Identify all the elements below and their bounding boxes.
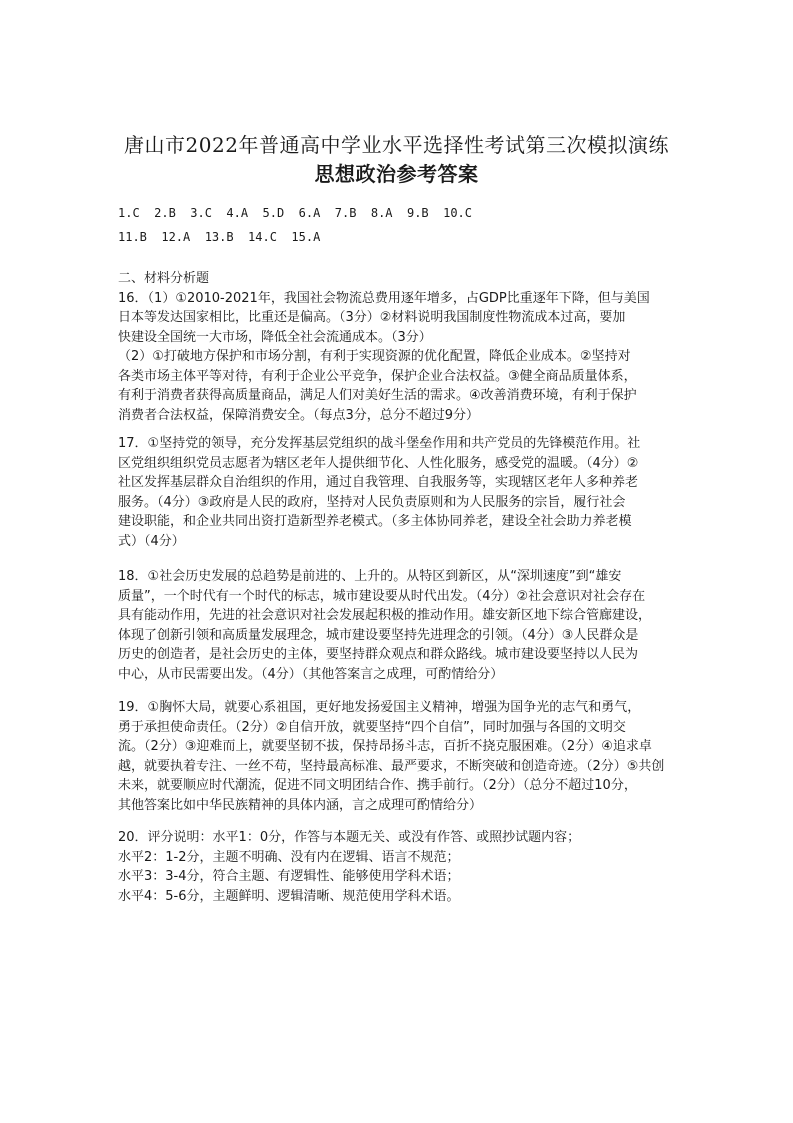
q19-line: 流。（2分）③迎难而上，就要坚韧不拔，保持昂扬斗志，百折不挠克服困难。（2分）④追求卓 <box>118 739 652 754</box>
q16-line: 快建设全国统一大市场，降低全社会流通成本。（3分） <box>118 329 432 345</box>
q17-line: 式）（4分） <box>118 533 185 549</box>
document-subtitle: 思想政治参考答案 <box>314 162 479 186</box>
question-17-answer <box>118 434 684 551</box>
q18-line: 历史的创造者，是社会历史的主体，要坚持群众观点和群众路线。城市建设要坚持以人民为 <box>118 647 639 662</box>
question-18-answer <box>118 567 684 684</box>
q16-line: 日本等发达国家相比，比重还是偏高。（3分）②材料说明我国制度性物流成本过高，要加 <box>118 310 626 325</box>
q19-line: 勇于承担使命责任。（2分）②自信开放，就要坚持“四个自信”，同时加强与各国的文明交 <box>118 719 626 735</box>
q17-line: 区党组织组织党员志愿者为辖区老年人提供细节化、人性化服务，感受党的温暖。（4分）② <box>118 455 639 471</box>
question-20-scoring <box>118 828 684 906</box>
q16-line: 消费者合法权益，保障消费安全。（每点3分，总分不超过9分） <box>118 407 480 423</box>
section-material-analysis <box>118 269 684 425</box>
choice-answers-row-2: 11.B 12.A 13.B 14.C 15.A <box>118 230 321 244</box>
q18-line: 18．①社会历史发展的总趋势是前进的、上升的。从特区到新区，从“深圳速度”到“雄安 <box>118 569 622 584</box>
q16-line: 16．（1）①2010-2021年，我国社会物流总费用逐年增多，占GDP比重逐年下降，但与美国 <box>118 290 650 306</box>
q19-line: 其他答案比如中华民族精神的具体内涵，言之成理可酌情给分） <box>118 797 483 813</box>
q18-line: 质量”，一个时代有一个时代的标志，城市建设要从时代出发。（4分）②社会意识对社会存在 <box>118 588 646 604</box>
document-title: 唐山市2022年普通高中学业水平选择性考试第三次模拟演练 <box>124 133 669 157</box>
choice-answers-row-1: 1.C 2.B 3.C 4.A 5.D 6.A 7.B 8.A 9.B 10.C <box>118 206 473 220</box>
question-19-answer <box>118 698 684 815</box>
section-heading: 二、材料分析题 <box>118 271 210 286</box>
q19-line: 19．①胸怀大局，就要心系祖国，更好地发扬爱国主义精神，增强为国争光的志气和勇气， <box>118 700 641 715</box>
q20-line: 水平2：1-2分，主题不明确、没有内在逻辑、语言不规范； <box>118 849 460 865</box>
q16-line: （2）①打破地方保护和市场分割，有利于实现资源的优化配置，降低企业成本。②坚持对 <box>118 349 631 364</box>
q20-line: 水平4：5-6分，主题鲜明、逻辑清晰、规范使用学科术语。 <box>118 888 460 904</box>
q18-line: 体现了创新引领和高质量发展理念，城市建设要坚持先进理念的引领。（4分）③人民群众是 <box>118 627 639 643</box>
q18-line: 具有能动作用，先进的社会意识对社会发展起积极的推动作用。雄安新区地下综合管廊建设， <box>118 608 652 623</box>
q20-line: 水平3：3-4分，符合主题、有逻辑性、能够使用学科术语； <box>118 869 460 884</box>
q20-line: 20．评分说明：水平1：0分，作答与本题无关、或没有作答、或照抄试题内容； <box>118 830 581 845</box>
q17-line: 17．①坚持党的领导，充分发挥基层党组织的战斗堡垒作用和共产党员的先锋模范作用。社 <box>118 436 641 451</box>
q18-line: 中心，从市民需要出发。（4分）（其他答案言之成理，可酌情给分） <box>118 666 504 682</box>
q17-line: 社区发挥基层群众自治组织的作用，通过自我管理、自我服务等，实现辖区老年人多种养老 <box>118 475 639 490</box>
q17-line: 建设职能，和企业共同出资打造新型养老模式。（多主体协同养老，建设全社会助力养老模 <box>118 514 632 529</box>
q16-line: 有利于消费者获得高质量商品，满足人们对美好生活的需求。④改善消费环境，有利于保护 <box>118 388 637 403</box>
q16-line: 各类市场主体平等对待，有利于企业公平竞争，保护企业合法权益。③健全商品质量体系， <box>118 368 637 384</box>
q19-line: 未来，就要顺应时代潮流，促进不同文明团结合作、携手前行。（2分）（总分不超过10分， <box>118 778 637 793</box>
q17-line: 服务。（4分）③政府是人民的政府，坚持对人民负责原则和为人民服务的宗旨，履行社会 <box>118 494 626 510</box>
q19-line: 越，就要执着专注、一丝不苟，坚持最高标准、最严要求，不断突破和创造奇迹。（2分）⑤共创 <box>118 758 665 774</box>
